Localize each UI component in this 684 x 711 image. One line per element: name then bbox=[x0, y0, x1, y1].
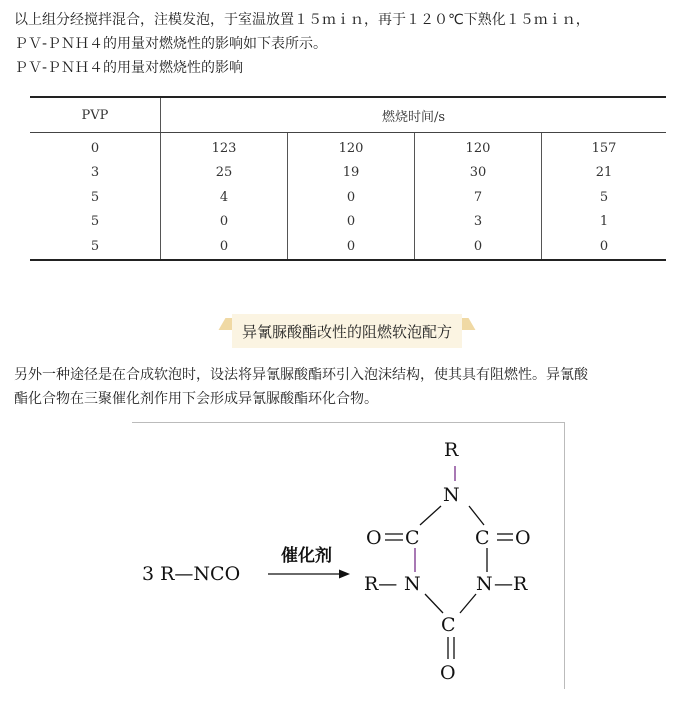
column-header-burn-time: 燃烧时间/s bbox=[161, 97, 667, 133]
table-cell: 0 bbox=[287, 234, 414, 260]
bond-n-c-bottom-right bbox=[460, 594, 476, 613]
table-cell: 0 bbox=[161, 210, 288, 235]
reaction-arrow-head bbox=[339, 570, 350, 579]
section-title: 异氰脲酸酯改性的阻燃软泡配方 bbox=[241, 323, 452, 341]
table-caption: ＰＶ-ＰＮＨ４的用量对燃烧性的影响 bbox=[14, 60, 244, 76]
table-cell: 5 bbox=[30, 234, 161, 260]
atom-left-r: R— bbox=[364, 573, 398, 595]
table-cell: 120 bbox=[414, 133, 541, 161]
bond-n-c-bottom-left bbox=[425, 594, 443, 613]
table-cell: 5 bbox=[30, 210, 161, 235]
table-cell: 7 bbox=[414, 185, 541, 210]
intro-paragraph-line-1: 以上组分经搅拌混合，注模发泡，于室温放置１５ｍｉｎ，再于１２０℃下熟化１５ｍｉｎ， bbox=[14, 12, 590, 28]
reaction-diagram bbox=[132, 423, 564, 689]
table-row bbox=[30, 133, 666, 161]
table-cell: 0 bbox=[287, 185, 414, 210]
atom-right-c: C bbox=[475, 527, 490, 549]
table-cell: 5 bbox=[599, 189, 609, 205]
atom-top-n: N bbox=[443, 484, 460, 506]
body-paragraph-line-1: 另外一种途径是在合成软泡时，设法将异氰脲酸酯环引入泡沫结构，使其具有阻燃性。异氰酸 bbox=[14, 367, 588, 383]
atom-left-o: O bbox=[366, 527, 382, 549]
bond-n-c-left bbox=[420, 506, 441, 525]
atom-right-r: —R bbox=[494, 573, 528, 595]
table-row bbox=[30, 185, 666, 210]
isocyanurate-reaction-scheme bbox=[132, 422, 565, 689]
table-cell: 4 bbox=[161, 185, 288, 210]
burning-time-table bbox=[30, 96, 666, 261]
table-cell: 0 bbox=[287, 210, 414, 235]
atom-left-c: C bbox=[405, 527, 420, 549]
bond-n-c-right bbox=[469, 506, 484, 525]
table-cell: 19 bbox=[287, 161, 414, 186]
intro-paragraph-line-2: ＰＶ-ＰＮＨ４的用量对燃烧性的影响如下表所示。 bbox=[14, 36, 328, 52]
table-row bbox=[30, 161, 666, 186]
table-header-row bbox=[30, 97, 666, 133]
section-title-banner bbox=[222, 314, 472, 348]
table-cell: 123 bbox=[161, 133, 288, 161]
table-cell: 0 bbox=[30, 133, 161, 161]
table-row bbox=[30, 234, 666, 260]
catalyst-label: 催化剂 bbox=[281, 546, 332, 566]
table-row bbox=[30, 210, 666, 235]
table-cell: 3 bbox=[30, 161, 161, 186]
table-cell: 25 bbox=[161, 161, 288, 186]
body-paragraph-line-2: 酯化合物在三聚催化剂作用下会形成异氰脲酸酯环化合物。 bbox=[14, 391, 378, 407]
atom-bottom-c: C bbox=[441, 614, 456, 636]
atom-bottom-o: O bbox=[440, 662, 456, 684]
table-cell: 0 bbox=[541, 234, 666, 260]
reactant-formula: 3 R—NCO bbox=[142, 563, 241, 585]
atom-top-r: R bbox=[444, 439, 459, 461]
atom-right-n: N bbox=[476, 573, 493, 595]
table-cell: 1 bbox=[599, 214, 609, 230]
table-cell: 157 bbox=[591, 140, 617, 156]
table-cell: 21 bbox=[595, 165, 613, 181]
table-cell: 120 bbox=[287, 133, 414, 161]
atom-right-o: O bbox=[515, 527, 531, 549]
table-cell: 30 bbox=[414, 161, 541, 186]
table-cell: 0 bbox=[161, 234, 288, 260]
table-cell: 0 bbox=[414, 234, 541, 260]
column-header-pvp: PVP bbox=[30, 97, 161, 133]
atom-left-n: N bbox=[404, 573, 421, 595]
table-cell: 5 bbox=[30, 185, 161, 210]
table-cell: 3 bbox=[414, 210, 541, 235]
